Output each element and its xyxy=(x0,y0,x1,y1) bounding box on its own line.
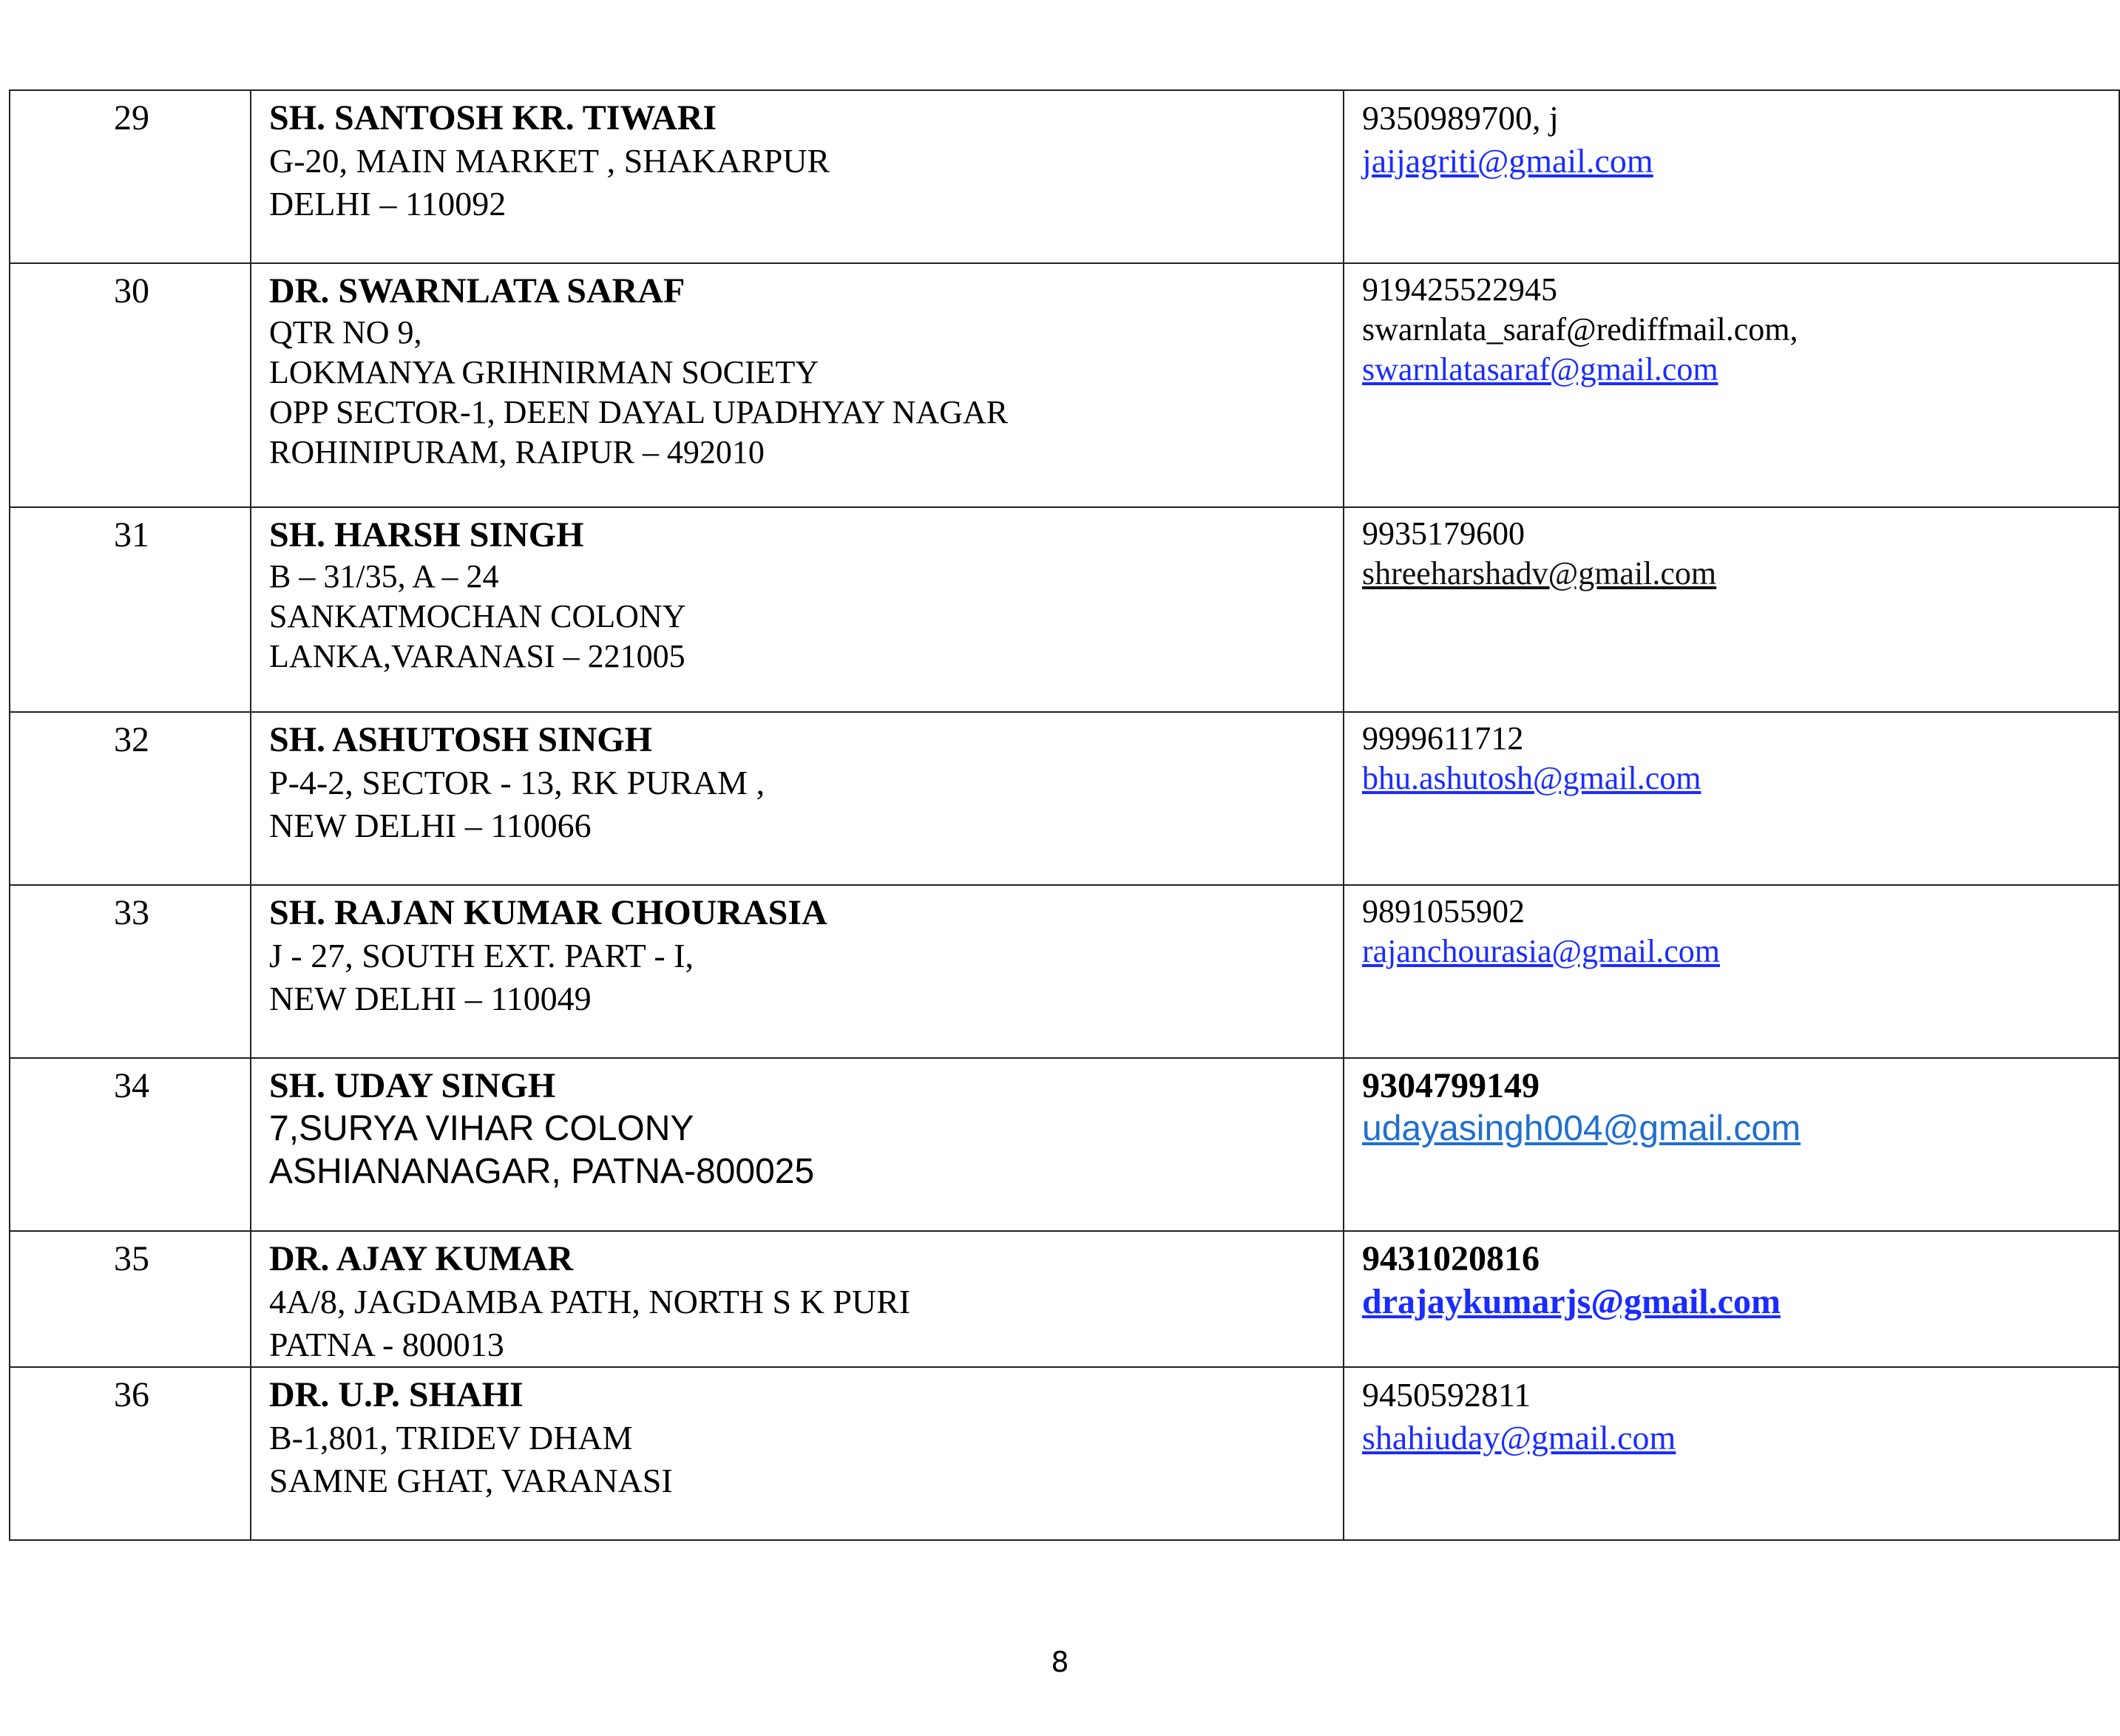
address-line: P-4-2, SECTOR - 13, RK PURAM , xyxy=(269,764,765,801)
address-cell xyxy=(251,1231,1344,1367)
table-row xyxy=(10,1231,2119,1367)
address-line: LOKMANYA GRIHNIRMAN SOCIETY xyxy=(269,354,819,390)
phone-number: 9350989700, j xyxy=(1362,99,1559,137)
address-cell xyxy=(251,885,1344,1058)
member-name: DR. AJAY KUMAR xyxy=(269,1239,574,1278)
serial-number: 31 xyxy=(10,507,251,712)
phone-number: 9304799149 xyxy=(1362,1066,1540,1105)
address-cell xyxy=(251,712,1344,885)
address-line: SAMNE GHAT, VARANASI xyxy=(269,1462,673,1499)
address-line: B-1,801, TRIDEV DHAM xyxy=(269,1419,633,1457)
email-text: swarnlata_saraf@rediffmail.com, xyxy=(1362,311,1798,347)
email-link[interactable]: shreeharshadv@gmail.com xyxy=(1362,555,1717,591)
email-link[interactable]: swarnlatasaraf@gmail.com xyxy=(1362,351,1718,387)
member-name: SH. SANTOSH KR. TIWARI xyxy=(269,98,717,138)
address-line: QTR NO 9, xyxy=(269,314,422,350)
address-line: B – 31/35, A – 24 xyxy=(269,558,499,594)
email-link[interactable]: bhu.ashutosh@gmail.com xyxy=(1362,760,1701,796)
serial-number: 33 xyxy=(10,885,251,1058)
contact-cell xyxy=(1344,1231,2119,1367)
address-line: G-20, MAIN MARKET , SHAKARPUR xyxy=(269,142,830,180)
address-line: PATNA - 800013 xyxy=(269,1326,504,1363)
contact-cell xyxy=(1344,507,2119,712)
contact-cell xyxy=(1344,1058,2119,1231)
serial-number: 34 xyxy=(10,1058,251,1231)
table-row xyxy=(10,90,2119,263)
serial-number: 35 xyxy=(10,1231,251,1367)
address-cell xyxy=(251,1367,1344,1540)
address-line: LANKA,VARANASI – 221005 xyxy=(269,638,685,674)
email-link[interactable]: udayasingh004@gmail.com xyxy=(1362,1109,1801,1148)
address-cell xyxy=(251,1058,1344,1231)
contact-cell xyxy=(1344,1367,2119,1540)
member-name: DR. SWARNLATA SARAF xyxy=(269,271,685,311)
contact-cell xyxy=(1344,90,2119,263)
table-row xyxy=(10,263,2119,507)
phone-number: 9999611712 xyxy=(1362,720,1524,756)
address-cell xyxy=(251,263,1344,507)
table-row xyxy=(10,712,2119,885)
phone-number: 9891055902 xyxy=(1362,893,1525,929)
member-name: SH. UDAY SINGH xyxy=(269,1066,556,1105)
serial-number: 36 xyxy=(10,1367,251,1540)
page-number: 8 xyxy=(1051,1646,1069,1678)
phone-number: 9431020816 xyxy=(1362,1239,1540,1278)
table-row xyxy=(10,507,2119,712)
contact-table xyxy=(9,89,2120,1541)
member-name: DR. U.P. SHAHI xyxy=(269,1375,524,1414)
address-line: DELHI – 110092 xyxy=(269,185,507,223)
address-line: SANKATMOCHAN COLONY xyxy=(269,598,686,634)
member-name: SH. RAJAN KUMAR CHOURASIA xyxy=(269,893,827,932)
contact-cell xyxy=(1344,712,2119,885)
serial-number: 32 xyxy=(10,712,251,885)
address-line: OPP SECTOR-1, DEEN DAYAL UPADHYAY NAGAR xyxy=(269,394,1009,430)
address-line: 4A/8, JAGDAMBA PATH, NORTH S K PURI xyxy=(269,1283,911,1320)
serial-number: 30 xyxy=(10,263,251,507)
address-cell xyxy=(251,90,1344,263)
address-line: ROHINIPURAM, RAIPUR – 492010 xyxy=(269,434,765,470)
member-name: SH. HARSH SINGH xyxy=(269,515,584,555)
address-line: NEW DELHI – 110066 xyxy=(269,807,592,844)
member-name: SH. ASHUTOSH SINGH xyxy=(269,720,652,759)
phone-number: 9935179600 xyxy=(1362,515,1525,552)
address-line: 7,SURYA VIHAR COLONY xyxy=(269,1109,694,1148)
table-row xyxy=(10,1058,2119,1231)
email-link[interactable]: rajanchourasia@gmail.com xyxy=(1362,933,1720,969)
contact-cell xyxy=(1344,885,2119,1058)
serial-number: 29 xyxy=(10,90,251,263)
address-line: J - 27, SOUTH EXT. PART - I, xyxy=(269,937,694,974)
email-link[interactable]: shahiuday@gmail.com xyxy=(1362,1419,1676,1457)
address-line: ASHIANANAGAR, PATNA-800025 xyxy=(269,1152,815,1191)
table-row xyxy=(10,885,2119,1058)
address-cell xyxy=(251,507,1344,712)
phone-number: 9450592811 xyxy=(1362,1376,1531,1414)
phone-number: 919425522945 xyxy=(1362,271,1557,308)
email-link[interactable]: drajaykumarjs@gmail.com xyxy=(1362,1282,1781,1321)
contact-cell xyxy=(1344,263,2119,507)
email-link[interactable]: jaijagriti@gmail.com xyxy=(1362,142,1653,180)
table-row xyxy=(10,1367,2119,1540)
address-line: NEW DELHI – 110049 xyxy=(269,980,592,1017)
